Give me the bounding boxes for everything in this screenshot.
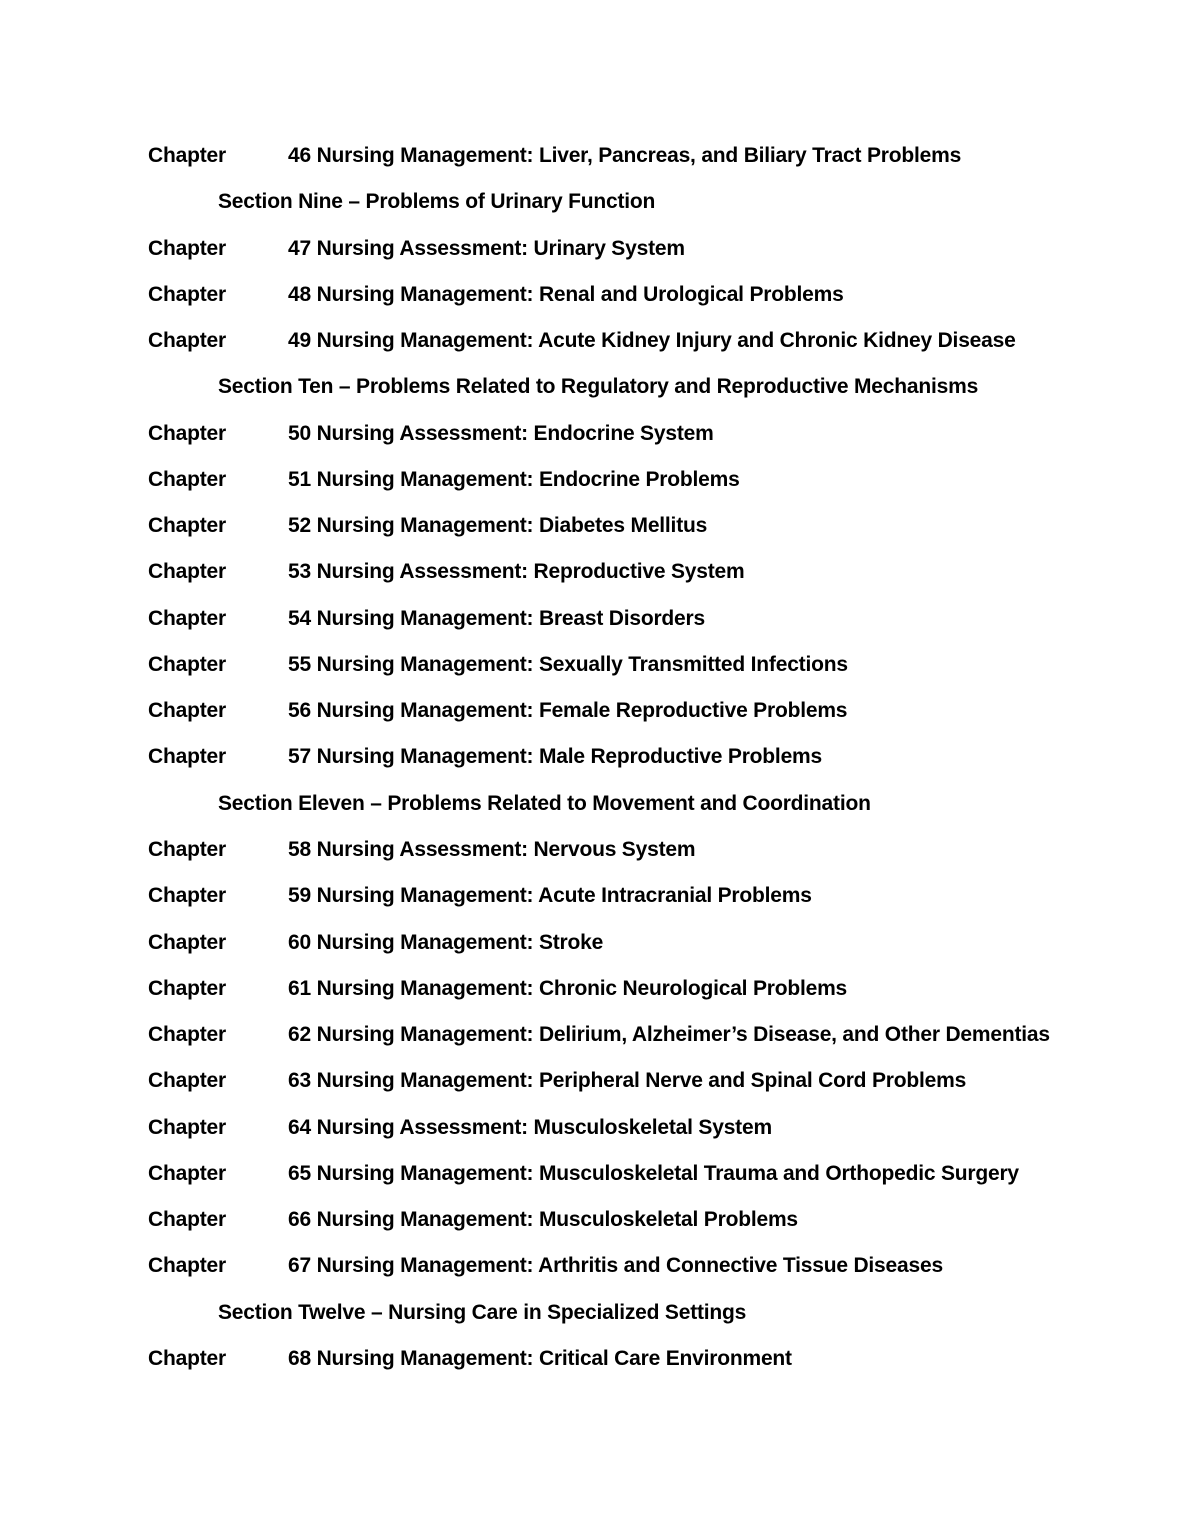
section-heading — [148, 1291, 1158, 1337]
chapter-label: Chapter — [148, 1346, 226, 1370]
chapter-label: Chapter — [148, 699, 226, 723]
chapter-entry — [148, 412, 1158, 458]
chapter-title: 54 Nursing Management: Breast Disorders — [288, 606, 705, 630]
chapter-label: Chapter — [148, 514, 226, 538]
chapter-entry — [148, 1244, 1158, 1290]
chapter-label: Chapter — [148, 930, 226, 954]
chapter-entry — [148, 1198, 1158, 1244]
chapter-title: 55 Nursing Management: Sexually Transmitted Infections — [288, 652, 848, 676]
chapter-label: Chapter — [148, 606, 226, 630]
chapter-label: Chapter — [148, 1023, 226, 1047]
chapter-title: 68 Nursing Management: Critical Care Environment — [288, 1346, 792, 1370]
chapter-entry — [148, 874, 1158, 920]
chapter-entry — [148, 967, 1158, 1013]
chapter-entry — [148, 1013, 1158, 1059]
chapter-entry — [148, 273, 1158, 319]
chapter-label: Chapter — [148, 421, 226, 445]
chapter-entry — [148, 1106, 1158, 1152]
section-heading — [148, 365, 1158, 411]
chapter-entry — [148, 597, 1158, 643]
chapter-label: Chapter — [148, 1254, 226, 1278]
chapter-entry — [148, 1059, 1158, 1105]
chapter-label: Chapter — [148, 282, 226, 306]
chapter-title: 53 Nursing Assessment: Reproductive System — [288, 560, 745, 584]
chapter-label: Chapter — [148, 745, 226, 769]
chapter-title: 58 Nursing Assessment: Nervous System — [288, 837, 696, 861]
chapter-entry — [148, 458, 1158, 504]
chapter-title: 50 Nursing Assessment: Endocrine System — [288, 421, 714, 445]
chapter-label: Chapter — [148, 1208, 226, 1232]
table-of-contents — [148, 134, 1158, 1383]
chapter-title: 60 Nursing Management: Stroke — [288, 930, 604, 954]
chapter-entry — [148, 828, 1158, 874]
chapter-title: 62 Nursing Management: Delirium, Alzheimer’s Disease, and Other Dementias — [288, 1023, 1050, 1047]
chapter-label: Chapter — [148, 837, 226, 861]
chapter-label: Chapter — [148, 1161, 226, 1185]
chapter-title: 67 Nursing Management: Arthritis and Connective Tissue Diseases — [288, 1254, 943, 1278]
chapter-entry — [148, 735, 1158, 781]
chapter-entry — [148, 504, 1158, 550]
chapter-title: 47 Nursing Assessment: Urinary System — [288, 236, 685, 260]
chapter-title: 59 Nursing Management: Acute Intracranial Problems — [288, 884, 812, 908]
chapter-entry — [148, 134, 1158, 180]
chapter-title: 49 Nursing Management: Acute Kidney Injury and Chronic Kidney Disease — [288, 329, 1016, 353]
section-title: Section Nine – Problems of Urinary Function — [218, 190, 656, 214]
section-heading — [148, 782, 1158, 828]
section-title: Section Twelve – Nursing Care in Specialized Settings — [218, 1300, 747, 1324]
chapter-label: Chapter — [148, 1069, 226, 1093]
chapter-title: 48 Nursing Management: Renal and Urological Problems — [288, 282, 844, 306]
chapter-label: Chapter — [148, 652, 226, 676]
chapter-label: Chapter — [148, 144, 226, 167]
chapter-title: 52 Nursing Management: Diabetes Mellitus — [288, 514, 708, 538]
chapter-entry — [148, 643, 1158, 689]
chapter-label: Chapter — [148, 236, 226, 260]
chapter-entry — [148, 319, 1158, 365]
chapter-entry — [148, 1337, 1158, 1383]
chapter-title: 65 Nursing Management: Musculoskeletal Trauma and Orthopedic Surgery — [288, 1161, 1019, 1185]
chapter-title: 51 Nursing Management: Endocrine Problems — [288, 467, 740, 491]
chapter-label: Chapter — [148, 884, 226, 908]
chapter-entry — [148, 921, 1158, 967]
section-heading — [148, 180, 1158, 226]
section-title: Section Eleven – Problems Related to Movement and Coordination — [218, 791, 871, 815]
chapter-label: Chapter — [148, 976, 226, 1000]
chapter-title: 66 Nursing Management: Musculoskeletal Problems — [288, 1208, 798, 1232]
chapter-label: Chapter — [148, 1115, 226, 1139]
chapter-entry — [148, 689, 1158, 735]
chapter-entry — [148, 550, 1158, 596]
chapter-title: 57 Nursing Management: Male Reproductive Problems — [288, 745, 822, 769]
chapter-label: Chapter — [148, 329, 226, 353]
chapter-label: Chapter — [148, 560, 226, 584]
chapter-entry — [148, 1152, 1158, 1198]
chapter-title: 64 Nursing Assessment: Musculoskeletal System — [288, 1115, 772, 1139]
chapter-entry — [148, 227, 1158, 273]
chapter-title: 61 Nursing Management: Chronic Neurological Problems — [288, 976, 848, 1000]
chapter-title: 63 Nursing Management: Peripheral Nerve and Spinal Cord Problems — [288, 1069, 967, 1093]
section-title: Section Ten – Problems Related to Regulatory and Reproductive Mechanisms — [218, 375, 979, 399]
chapter-title: 46 Nursing Management: Liver, Pancreas, and Biliary Tract Problems — [288, 144, 962, 167]
chapter-label: Chapter — [148, 467, 226, 491]
chapter-title: 56 Nursing Management: Female Reproductive Problems — [288, 699, 848, 723]
